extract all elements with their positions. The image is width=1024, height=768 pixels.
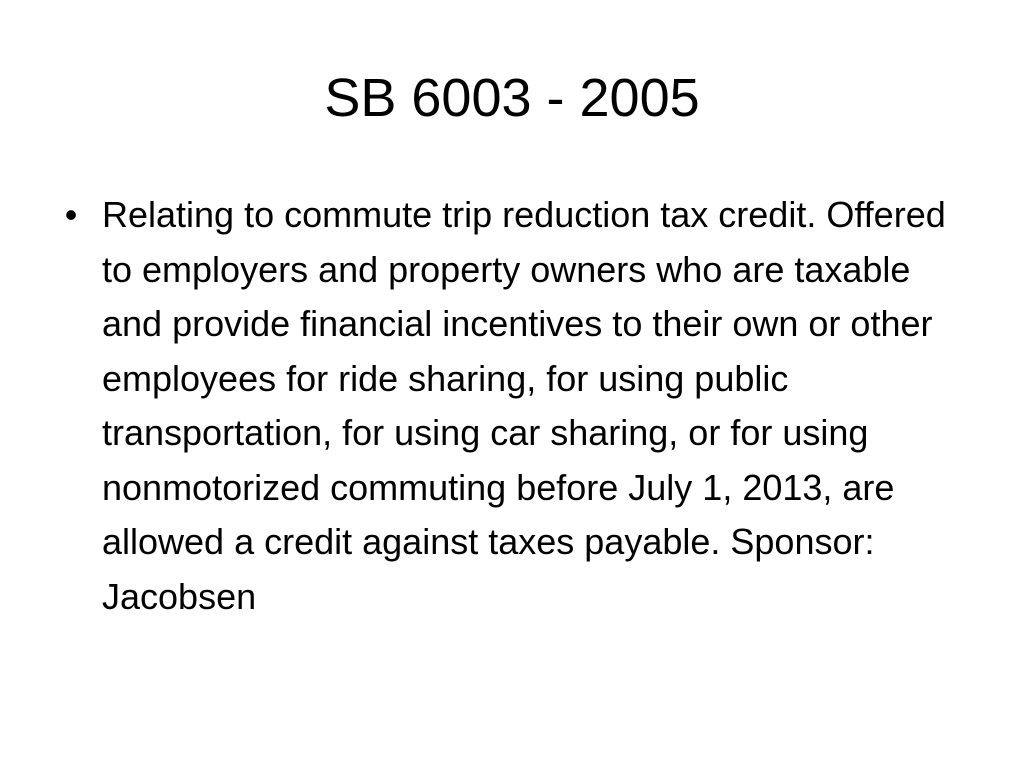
bullet-item — [56, 188, 976, 624]
bullet-marker: • — [64, 194, 78, 235]
slide-title: SB 6003 - 2005 — [324, 68, 700, 128]
bullet-text: Relating to commute trip reduction tax credit. Offered to employers and property owners who are taxable and provide financial incentives to their own or other employees for ride sharing, for using public transportation, for using car sharing, or for using nonmotorized commuting before July 1, 2013, are allowed a credit against taxes payable. Sponsor: Jacobsen — [102, 194, 946, 617]
bullet-list — [56, 188, 976, 624]
